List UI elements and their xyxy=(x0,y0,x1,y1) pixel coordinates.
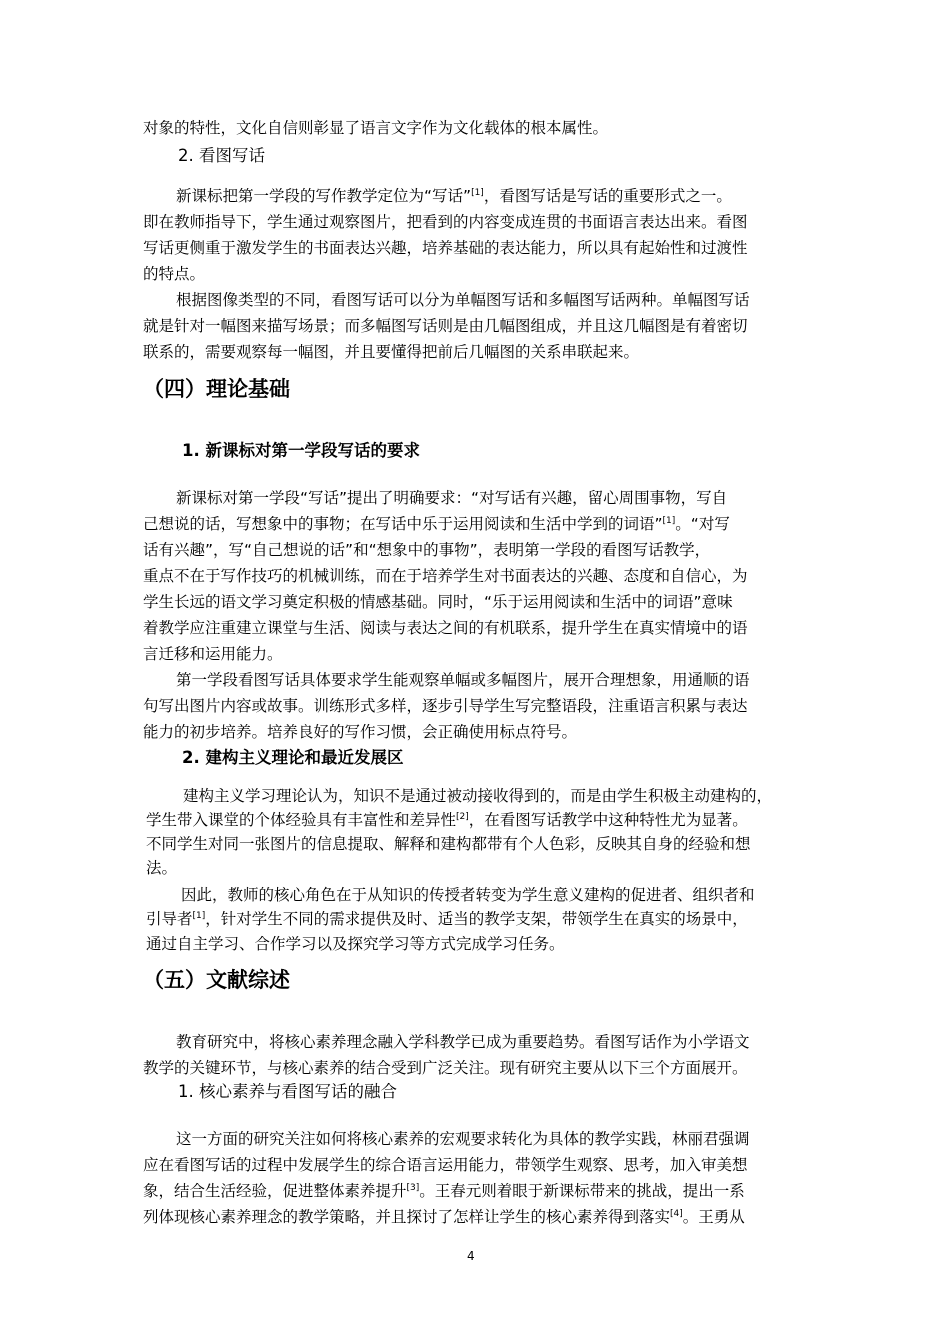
body-line: 新课标对第一学段“写话”提出了明确要求：“对写话有兴趣，留心周围事物，写自 xyxy=(176,489,728,507)
body-line: 这一方面的研究关注如何将核心素养的宏观要求转化为具体的教学实践，林丽君强调 xyxy=(176,1130,750,1148)
body-line: 应在看图写话的过程中发展学生的综合语言运用能力，带领学生观察、思考，加入审美想 xyxy=(143,1156,748,1174)
body-line: 言迁移和运用能力。 xyxy=(143,645,283,663)
citation: [3] xyxy=(406,1182,420,1193)
section-heading: （五）文献综述 xyxy=(143,968,290,992)
body-line: 新课标把第一学段的写作教学定位为“写话”[1]，看图写话是写话的重要形式之一。 xyxy=(176,187,732,205)
section-heading: （四）理论基础 xyxy=(143,377,290,401)
body-line: 己想说的话，写想象中的事物；在写话中乐于运用阅读和生活中学到的词语”[1]。“对写 xyxy=(143,515,730,533)
body-line: 法。 xyxy=(146,859,178,877)
subsection-heading: 1. 核心素养与看图写话的融合 xyxy=(178,1082,397,1101)
citation: [4] xyxy=(670,1208,683,1219)
body-line: 教育研究中，将核心素养理念融入学科教学已成为重要趋势。看图写话作为小学语文 xyxy=(176,1033,750,1051)
body-line: 通过自主学习、合作学习以及探究学习等方式完成学习任务。 xyxy=(146,935,565,953)
body-line: 对象的特性，文化自信则彰显了语言文字作为文化载体的根本属性。 xyxy=(143,119,609,137)
subsection-heading: 2. 看图写话 xyxy=(178,146,265,165)
citation: [1] xyxy=(192,910,206,921)
body-line: 能力的初步培养。培养良好的写作习惯，会正确使用标点符号。 xyxy=(143,723,578,741)
body-line: 第一学段看图写话具体要求学生能观察单幅或多幅图片，展开合理想象，用通顺的语 xyxy=(176,671,750,689)
body-line: 象，结合生活经验，促进整体素养提升[3]。王春元则着眼于新课标带来的挑战，提出一系 xyxy=(143,1182,745,1200)
body-line: 的特点。 xyxy=(143,265,206,283)
subsection-heading: 2. 建构主义理论和最近发展区 xyxy=(182,748,404,767)
body-line: 即在教师指导下，学生通过观察图片，把看到的内容变成连贯的书面语言表达出来。看图 xyxy=(143,213,748,231)
body-line: 学生带入课堂的个体经验具有丰富性和差异性[2]，在看图写话教学中这种特性尤为显著。 xyxy=(146,811,748,829)
body-line: 联系的，需要观察每一幅图，并且要懂得把前后几幅图的关系串联起来。 xyxy=(143,343,640,361)
body-line: 建构主义学习理论认为，知识不是通过被动接收得到的，而是由学生积极主动建构的， xyxy=(183,787,773,805)
body-line: 写话更侧重于激发学生的书面表达兴趣，培养基础的表达能力，所以具有起始性和过渡性 xyxy=(143,239,748,257)
body-line: 着教学应注重建立课堂与生活、阅读与表达之间的有机联系，提升学生在真实情境中的语 xyxy=(143,619,748,637)
body-line: 引导者[1]，针对学生不同的需求提供及时、适当的教学支架，带领学生在真实的场景中， xyxy=(146,910,748,928)
body-line: 根据图像类型的不同，看图写话可以分为单幅图写话和多幅图写话两种。单幅图写话 xyxy=(176,291,750,309)
citation: [1] xyxy=(662,515,676,526)
body-line: 不同学生对同一张图片的信息提取、解释和建构都带有个人色彩，反映其自身的经验和想 xyxy=(146,835,751,853)
body-line: 学生长远的语文学习奠定积极的情感基础。同时，“乐于运用阅读和生活中的词语”意味 xyxy=(143,593,733,611)
citation: [2] xyxy=(456,811,469,822)
subsection-heading: 1. 新课标对第一学段写话的要求 xyxy=(182,441,420,460)
citation: [1] xyxy=(471,187,484,198)
page-number: 4 xyxy=(467,1249,475,1263)
body-line: 就是针对一幅图来描写场景；而多幅图写话则是由几幅图组成，并且这几幅图是有着密切 xyxy=(143,317,748,335)
body-line: 句写出图片内容或故事。训练形式多样，逐步引导学生写完整语段，注重语言积累与表达 xyxy=(143,697,748,715)
body-line: 因此，教师的核心角色在于从知识的传授者转变为学生意义建构的促进者、组织者和 xyxy=(181,886,755,904)
body-line: 重点不在于写作技巧的机械训练，而在于培养学生对书面表达的兴趣、态度和自信心，为 xyxy=(143,567,748,585)
body-line: 教学的关键环节，与核心素养的结合受到广泛关注。现有研究主要从以下三个方面展开。 xyxy=(143,1059,748,1077)
body-line: 话有兴趣”，写“自己想说的话”和“想象中的事物”，表明第一学段的看图写话教学， xyxy=(143,541,711,559)
body-line: 列体现核心素养理念的教学策略，并且探讨了怎样让学生的核心素养得到落实[4]。王勇从 xyxy=(143,1208,745,1226)
